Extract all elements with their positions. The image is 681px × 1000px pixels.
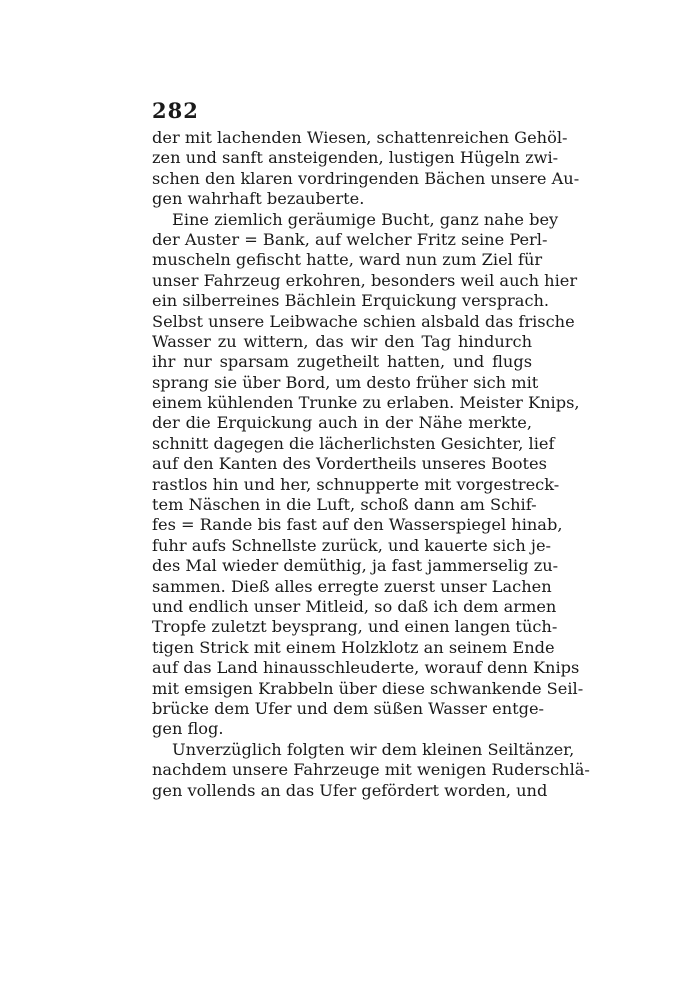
text-line: sprang sie über Bord, um desto früher sich mit [152,372,539,392]
text-line: der die Erquickung auch in der Nähe merkte, [152,413,532,433]
text-line: tigen Strick mit einem Holzklotz an seinem Ende [152,637,555,657]
text-line: nachdem unsere Fahrzeuge mit wenigen Ruderschlä- [152,760,590,780]
text-line: unser Fahrzeug erkohren, besonders weil auch hier [152,270,578,290]
text-line: und endlich unser Mitleid, so daß ich dem armen [152,596,557,616]
page-number: 282 [152,98,199,123]
text-line: Unverzüglich folgten wir dem kleinen Seiltänzer, [172,739,575,759]
text-line: Tropfe zuletzt beysprang, und einen langen tüch- [152,617,558,637]
text-line: schnitt dagegen die lächerlichsten Gesichter, lief [152,433,555,453]
text-line: des Mal wieder demüthig, ja fast jammerselig zu- [152,556,559,576]
text-line: gen wahrhaft bezauberte. [152,189,365,209]
text-line: auf das Land hinausschleuderte, worauf denn Knips [152,658,580,678]
text-line: der Auster = Bank, auf welcher Fritz seine Perl- [152,229,548,249]
body-text [152,128,590,801]
text-line: fes = Rande bis fast auf den Wasserspiegel hinab, [152,515,563,535]
text-line: brücke dem Ufer und dem süßen Wasser entge- [152,698,545,718]
text-line: zen und sanft ansteigenden, lustigen Hügeln zwi- [152,148,559,168]
text-line: auf den Kanten des Vordertheils unseres Bootes [152,454,547,474]
text-line: rastlos hin und her, schnupperte mit vorgestreck- [152,474,560,494]
text-line: schen den klaren vordringenden Bächen unsere Au- [152,168,580,188]
text-line: Wasser zu wittern, das wir den Tag hindurch [152,331,532,351]
text-line: Selbst unsere Leibwache schien alsbald das frische [152,311,575,331]
text-line: fuhr aufs Schnellste zurück, und kauerte sich je- [152,535,551,555]
text-line: Eine ziemlich geräumige Bucht, ganz nahe bey [172,209,559,229]
text-line: ein silberreines Bächlein Erquickung versprach. [152,291,550,311]
text-line: mit emsigen Krabbeln über diese schwankende Seil- [152,678,584,698]
text-line: muscheln gefischt hatte, ward nun zum Ziel für [152,250,543,270]
text-line: sammen. Dieß alles erregte zuerst unser Lachen [152,576,552,596]
text-line: gen flog. [152,719,224,739]
text-line: der mit lachenden Wiesen, schattenreichen Gehöl- [152,128,568,147]
text-line: einem kühlenden Trunke zu erlaben. Meister Knips, [152,393,580,413]
text-line: gen vollends an das Ufer gefördert worden, und [152,780,548,800]
text-line: tem Näschen in die Luft, schoß dann am Schif- [152,495,537,515]
text-line: ihr nur sparsam zugetheilt hatten, und flugs [152,352,532,372]
